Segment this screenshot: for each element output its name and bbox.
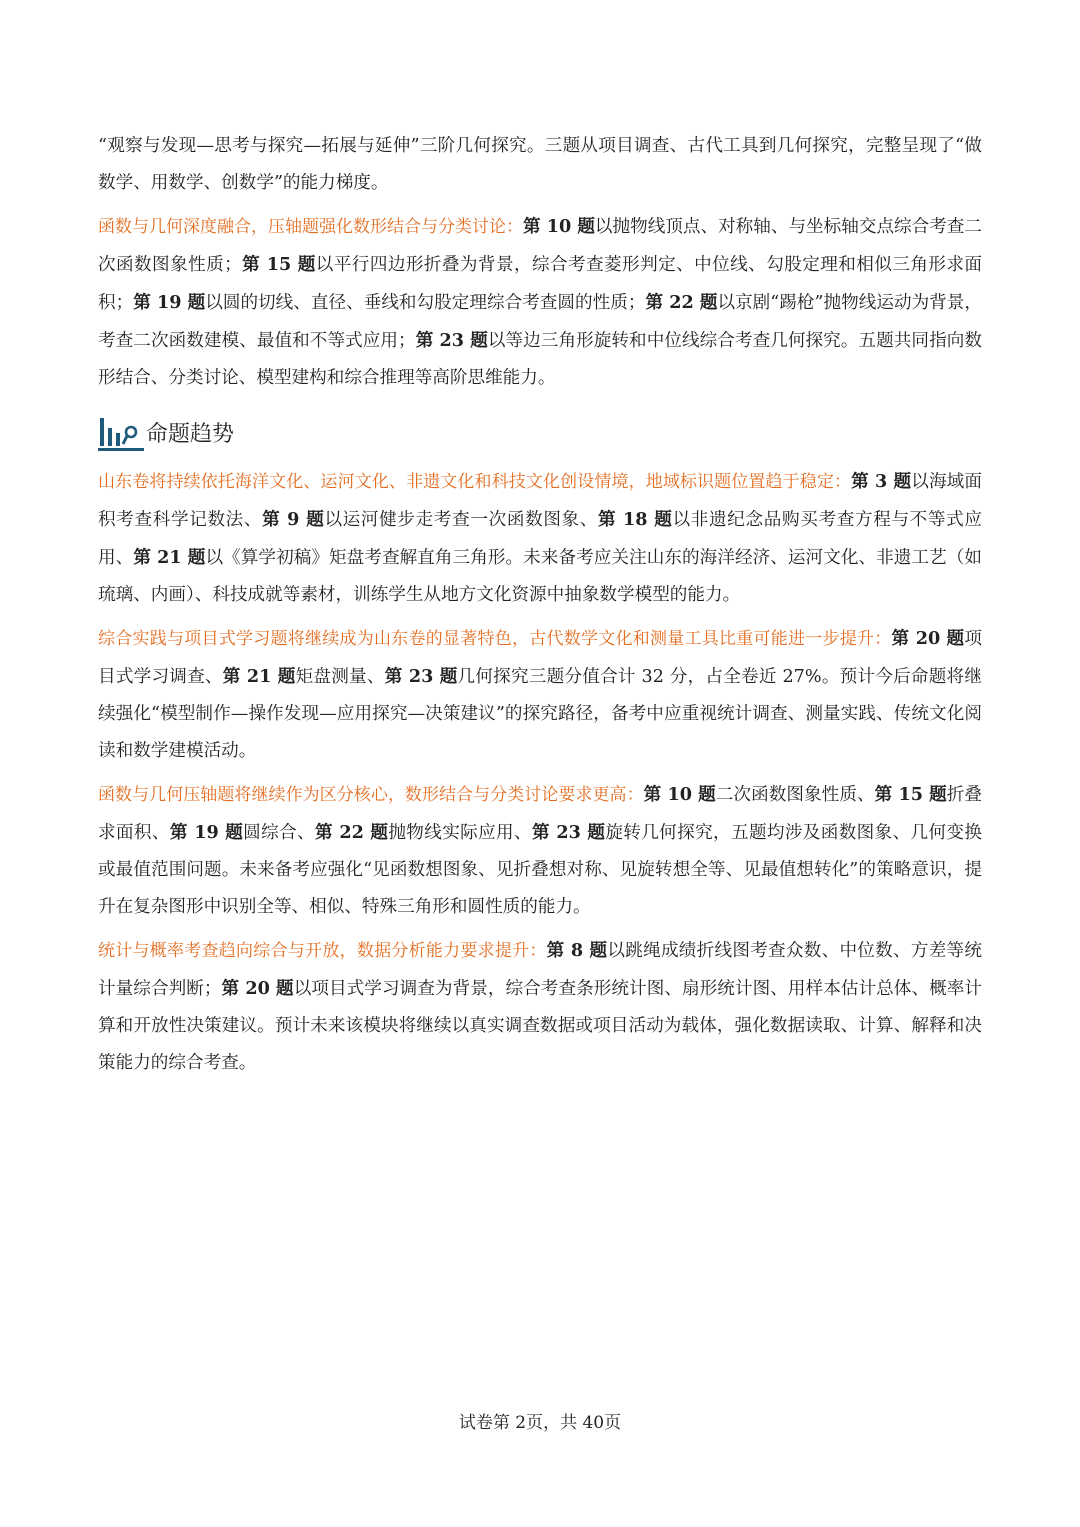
trend2-heading: 综合实践与项目式学习题将继续成为山东卷的显著特色，古代数学文化和测量工具比重可能进一步提升：	[98, 629, 892, 649]
trend3-text-4: 抛物线实际应用、	[388, 823, 532, 843]
page-number-text: 试卷第 2页，共 40页	[458, 1413, 622, 1433]
question-ref: 第 19 题	[169, 822, 244, 843]
trend-paragraph-3	[98, 776, 982, 926]
question-ref: 第 10 题	[523, 216, 595, 237]
trend-paragraph-1	[98, 463, 982, 614]
question-ref: 第 10 题	[643, 784, 716, 805]
trend3-text-3: 圆综合、	[243, 823, 315, 843]
question-ref: 第 8 题	[546, 940, 608, 961]
question-ref: 第 18 题	[598, 509, 673, 530]
fusion-text-1: 以抛物线顶点、对称轴、与坐标轴交点综合考查二次函数图象性质；	[98, 217, 982, 275]
section-heading	[98, 409, 982, 461]
trend2-text-2: 矩盘测量、	[295, 667, 385, 687]
fusion-text-5: 以等边三角形旋转和中位线综合考查几何探究。五题共同指向数形结合、分类讨论、模型建构和综合推理等高阶思维能力。	[98, 331, 982, 388]
trend1-text-1: 以海域面积考查科学记数法、	[98, 472, 982, 530]
question-ref: 第 3 题	[851, 471, 912, 492]
fusion-paragraph	[98, 208, 982, 397]
question-ref: 第 21 题	[222, 666, 296, 687]
question-ref: 第 22 题	[645, 292, 718, 313]
question-ref: 第 21 题	[133, 547, 206, 568]
question-ref: 第 9 题	[262, 509, 325, 530]
trend4-text-2: 以项目式学习调查为背景，综合考查条形统计图、扇形统计图、用样本估计总体、概率计算和开放性决策建议。预计未来该模块将继续以真实调查数据或项目活动为载体，强化数据读取、计算、解释和决策能力的综合考查。	[98, 979, 982, 1073]
trend3-text-1: 二次函数图象性质、	[715, 785, 875, 805]
fusion-text-4: 以京剧“踢枪”抛物线运动为背景，考查二次函数建模、最值和不等式应用；	[98, 293, 982, 351]
trend1-text-2: 以运河健步走考查一次函数图象、	[324, 510, 599, 530]
trend-paragraph-2	[98, 620, 982, 770]
trend1-text-4: 以《算学初稿》矩盘考查解直角三角形。未来备考应关注山东的海洋经济、运河文化、非遗工艺（如琉璃、内画）、科技成就等素材，训练学生从地方文化资源中抽象数学模型的能力。	[98, 548, 982, 605]
trend-paragraph-4	[98, 932, 982, 1082]
question-ref: 第 15 题	[241, 254, 316, 275]
trend3-text-5: 旋转几何探究，五题均涉及函数图象、几何变换或最值范围问题。未来备考应强化“见函数想图象、见折叠想对称、见旋转想全等、见最值想转化”的策略意识，提升在复杂图形中识别全等、相似、特殊三角形和圆性质的能力。	[98, 823, 982, 917]
trend1-text-3: 以非遗纪念品购买考查方程与不等式应用、	[98, 510, 982, 568]
trend2-text-3: 几何探究三题分值合计 32 分，占全卷近 27%。预计今后命题将继续强化“模型制作—操作发现—应用探究—决策建议”的探究路径，备考中应重视统计调查、测量实践、传统文化阅读和数学建模活动。	[98, 667, 982, 761]
question-ref: 第 15 题	[874, 784, 947, 805]
fusion-text-2: 以平行四边形折叠为背景，综合考查菱形判定、中位线、勾股定理和相似三角形求面积；	[98, 255, 982, 313]
question-ref: 第 23 题	[384, 666, 458, 687]
question-ref: 第 20 题	[221, 978, 294, 999]
fusion-heading: 函数与几何深度融合，压轴题强化数形结合与分类讨论：	[98, 217, 523, 237]
fusion-text-3: 以圆的切线、直径、垂线和勾股定理综合考查圆的性质；	[205, 293, 646, 313]
question-ref: 第 23 题	[415, 330, 488, 351]
intro-paragraph	[98, 128, 982, 202]
trend1-heading: 山东卷将持续依托海洋文化、运河文化、非遗文化和科技文化创设情境，地域标识题位置趋于稳定：	[98, 472, 852, 492]
intro-text: “观察与发现—思考与探究—拓展与延伸”三阶几何探究。三题从项目调查、古代工具到几何探究，完整呈现了“做数学、用数学、创数学”的能力梯度。	[98, 136, 982, 193]
trend4-heading: 统计与概率考查趋向综合与开放，数据分析能力要求提升：	[98, 941, 547, 961]
section-title: 命题趋势	[146, 422, 235, 447]
question-ref: 第 20 题	[891, 628, 965, 649]
question-ref: 第 22 题	[314, 822, 389, 843]
trend4-text-1: 以跳绳成绩折线图考查众数、中位数、方差等统计量综合判断；	[98, 941, 982, 999]
bar-chart-magnifier-icon	[98, 415, 146, 453]
trend2-text-1: 项目式学习调查、	[98, 629, 983, 687]
question-ref: 第 23 题	[531, 822, 606, 843]
trend3-text-2: 折叠求面积、	[98, 785, 983, 843]
page-content	[98, 128, 982, 1082]
question-ref: 第 19 题	[133, 292, 206, 313]
page-footer	[0, 1411, 1080, 1435]
trend3-heading: 函数与几何压轴题将继续作为区分核心，数形结合与分类讨论要求更高：	[98, 785, 644, 805]
